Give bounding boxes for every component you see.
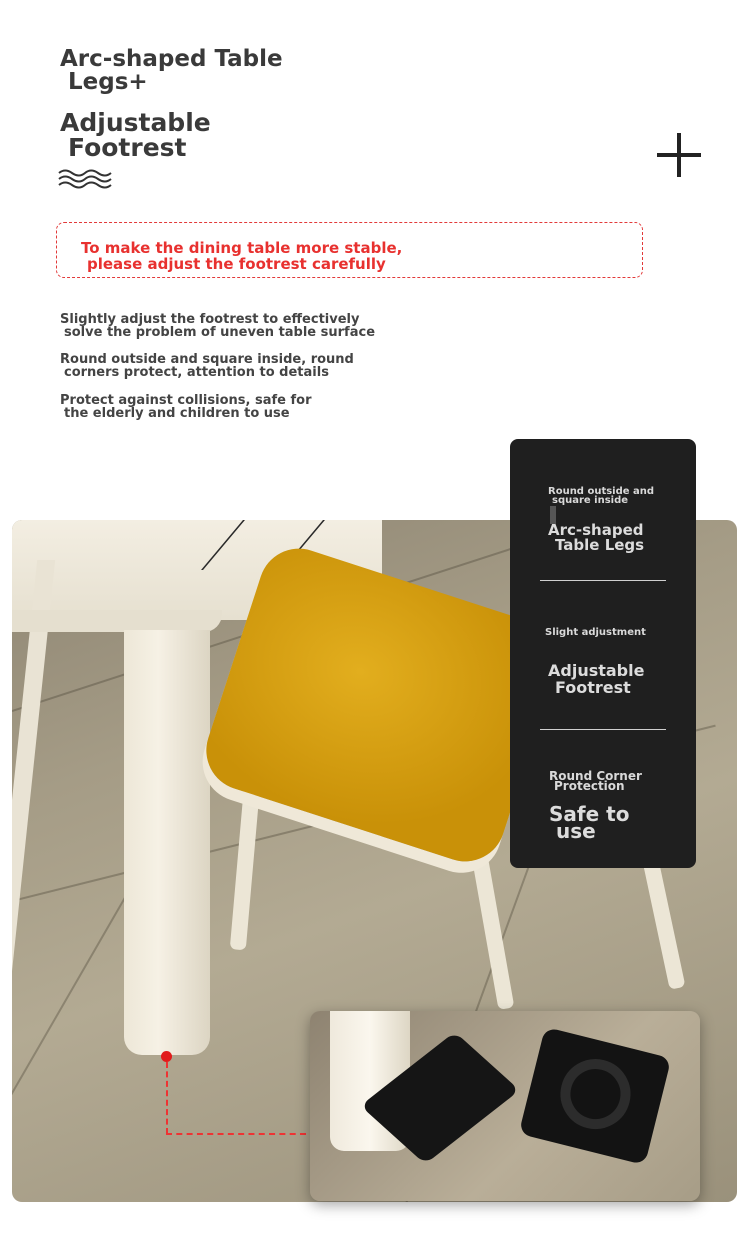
heading-footrest-line1: Adjustable [60, 108, 211, 137]
table-apron [12, 610, 222, 632]
footrest-marker [161, 1051, 172, 1062]
notice-line2: please adjust the footrest carefully [87, 255, 386, 273]
feature-round-corners [60, 353, 354, 379]
feature-safety-line2: the elderly and children to use [64, 406, 290, 421]
panel-item1-title [548, 523, 644, 553]
feature-adjust-line1: Slightly adjust the footrest to effectively [60, 312, 360, 327]
panel-item3-sub [549, 771, 642, 791]
feature-safety [60, 394, 311, 420]
table-leg-back [12, 560, 55, 1040]
panel-item2-title-line1: Adjustable [548, 661, 645, 680]
guide-line-horizontal [166, 1133, 306, 1135]
footrest-closeup [310, 1011, 700, 1201]
panel-item1-sub-line1: Round outside and [548, 486, 655, 497]
panel-item1-title-line1: Arc-shaped [548, 521, 644, 539]
guide-line-vertical [166, 1062, 168, 1134]
panel-divider [540, 580, 666, 581]
heading-adjustable-footrest [60, 110, 211, 160]
notice-text [81, 240, 402, 272]
feature-safety-line1: Protect against collisions, safe for [60, 393, 312, 408]
panel-item2-title-line2: Footrest [555, 678, 631, 697]
plus-icon [657, 133, 701, 177]
stability-notice [56, 222, 643, 278]
panel-item2-title [548, 662, 644, 696]
feature-round-line2: corners protect, attention to details [64, 365, 329, 380]
feature-adjust-line2: solve the problem of uneven table surface [64, 325, 376, 340]
feature-adjust [60, 313, 375, 339]
panel-item3-sub-line2: Protection [554, 779, 625, 793]
panel-item1-title-line2: Table Legs [555, 536, 645, 554]
panel-item2-sub: Slight adjustment [545, 627, 646, 638]
wave-lines-icon [58, 168, 112, 190]
panel-item3-title-line2: use [556, 819, 596, 843]
feature-panel [510, 439, 696, 868]
feature-round-line1: Round outside and square inside, round [60, 352, 354, 367]
heading-arc-legs [60, 48, 283, 94]
table-leg-front [124, 630, 210, 1055]
panel-item3-title [549, 802, 630, 843]
footrest-pad-bottom [519, 1027, 672, 1165]
panel-item1-sub-line2: square inside [552, 495, 629, 506]
panel-item3-sub-line1: Round Corner [549, 769, 642, 783]
heading-arc-legs-line2: Legs+ [68, 69, 148, 95]
panel-item1-sub [548, 487, 654, 505]
heading-arc-legs-line1: Arc-shaped Table [60, 46, 283, 72]
panel-item3-title-line1: Safe to [549, 802, 630, 826]
heading-footrest-line2: Footrest [68, 133, 187, 162]
notice-line1: To make the dining table more stable, [81, 239, 403, 257]
panel-divider [540, 729, 666, 730]
